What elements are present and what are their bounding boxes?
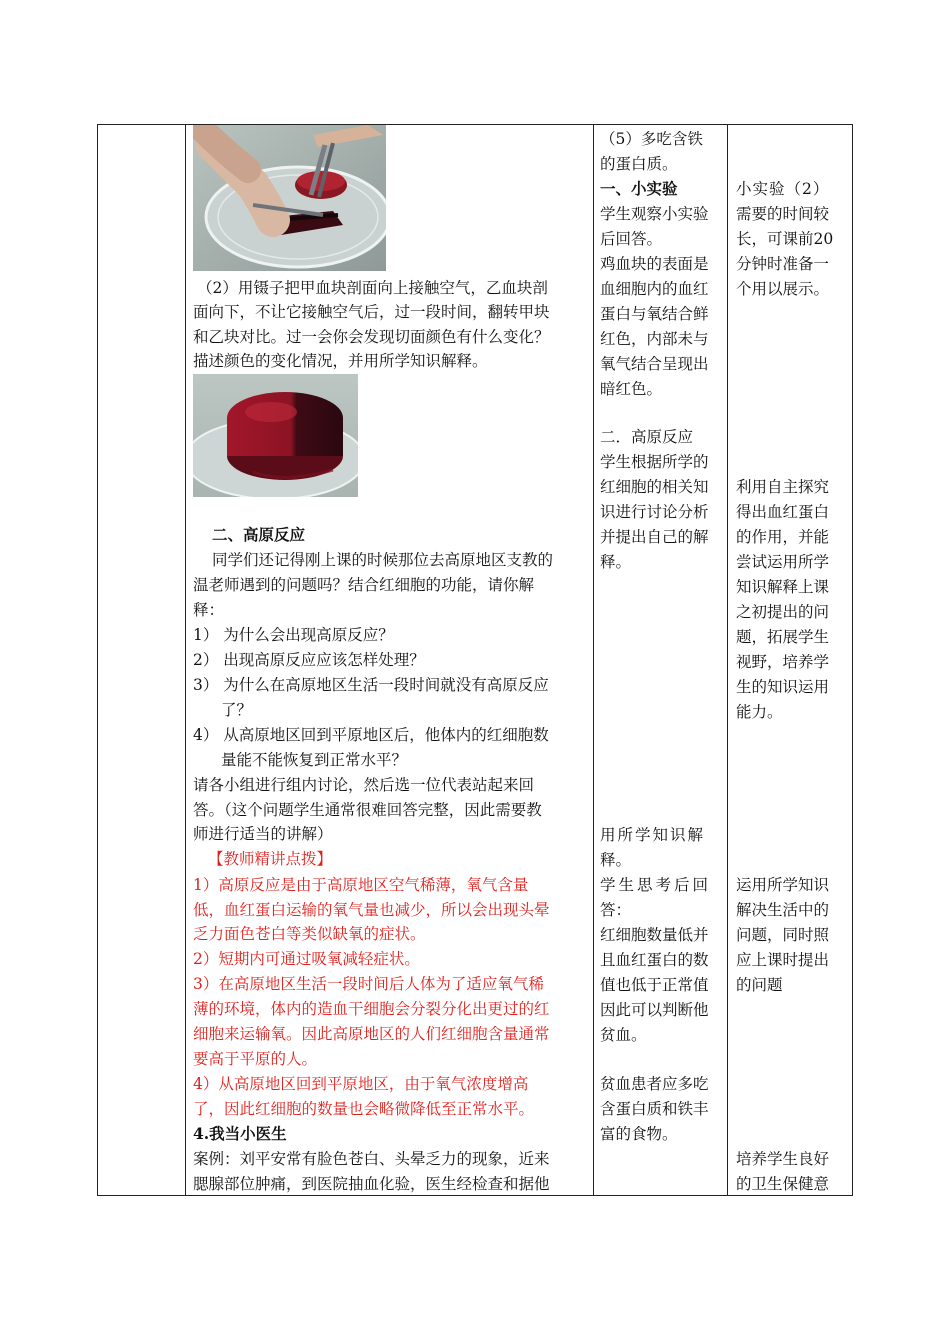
col4-note-line: 题，拓展学生 [736, 628, 830, 646]
answer-line: 薄的环境，体内的造血干细胞会分裂分化出更过的红 [193, 1000, 550, 1018]
col4-note-line: 培养学生良好 [736, 1150, 830, 1168]
col4-note-line: 生的知识运用 [736, 678, 830, 696]
col4-note-line: 视野，培养学 [736, 653, 830, 671]
col4-note-line: 之初提出的问 [736, 603, 830, 621]
col3-altitude-line: 二．高原反应 [600, 428, 694, 446]
col3-apply-line: 释。 [600, 851, 632, 869]
col3-experiment-heading: 一、小实验 [600, 179, 678, 198]
col3-top-line: （5）多吃含铁 [600, 130, 703, 148]
experiment2-line: 描述颜色的变化情况，并用所学知识解释。 [193, 352, 488, 370]
col3-experiment-line: 红色，内部未与 [600, 330, 709, 348]
col4-note-line: 知识解释上课 [736, 578, 830, 596]
experiment-photo-clot-image [193, 374, 358, 497]
discussion-line: 答。（这个问题学生通常很难回答完整，因此需要教 [193, 801, 542, 819]
col4-note-line: 的卫生保健意 [736, 1175, 830, 1193]
answer-line: 要高于平原的人。 [193, 1050, 318, 1068]
col4-note-line: 长，可课前20 [736, 230, 834, 248]
table-col-border-4 [727, 124, 728, 1196]
col4-note-line: 分钟时准备一 [736, 255, 830, 273]
col4-note-line: 小实验（2） [736, 180, 830, 198]
col4-note-line: 利用自主探究 [736, 478, 830, 496]
col4-note-line: 得出血红蛋白 [736, 503, 830, 521]
col3-altitude-line: 释。 [600, 553, 632, 571]
experiment-photo-cutting-image [193, 125, 386, 271]
col4-note-line: 需要的时间较 [736, 205, 830, 223]
answer-line: 3）在高原地区生活一段时间后人体为了适应氧气稀 [193, 975, 544, 993]
col4-note-line: 解决生活中的 [736, 901, 830, 919]
col3-anemia-line: 富的食物。 [600, 1125, 678, 1143]
col3-think-line: 值也低于正常值 [600, 976, 709, 994]
table-col-border-3 [593, 124, 594, 1196]
teacher-explain-heading: 【教师精讲点拨】 [208, 850, 333, 868]
section-heading-doctor: 4.我当小医生 [193, 1124, 287, 1143]
question-2: 2） 出现高原反应应该怎样处理？ [193, 651, 425, 669]
question-3: 3） 为什么在高原地区生活一段时间就没有高原反应 [193, 676, 549, 694]
col3-top-line: 的蛋白质。 [600, 155, 678, 173]
col3-think-line: 学生思考后回 [600, 876, 712, 894]
col4-note-line: 个用以展示。 [736, 280, 830, 298]
col3-altitude-line: 红细胞的相关知 [600, 478, 709, 496]
experiment2-line: 面向下，不让它接触空气后，过一段时间，翻转甲块 [193, 303, 550, 321]
col3-altitude-line: 识进行讨论分析 [600, 503, 709, 521]
col3-experiment-line: 血细胞内的血红 [600, 280, 709, 298]
answer-line: 4）从高原地区回到平原地区，由于氧气浓度增高 [193, 1075, 529, 1093]
col3-think-line: 且血红蛋白的数 [600, 951, 709, 969]
col3-anemia-line: 贫血患者应多吃 [600, 1075, 709, 1093]
experiment-photo-clot [193, 374, 358, 497]
col3-apply-line: 用所学知识解 [600, 826, 706, 844]
experiment2-line: 和乙块对比。过一会你会发现切面颜色有什么变化？ [193, 328, 550, 346]
intro-line: 温老师遇到的问题吗？结合红细胞的功能，请你解 [193, 576, 535, 594]
col3-think-line: 红细胞数量低并 [600, 926, 709, 944]
col3-experiment-line: 暗红色。 [600, 380, 663, 398]
col3-altitude-line: 并提出自己的解 [600, 528, 709, 546]
intro-line: 同学们还记得刚上课的时候那位去高原地区支教的 [212, 551, 554, 569]
col3-think-line: 贫血。 [600, 1026, 647, 1044]
col3-anemia-line: 含蛋白质和铁丰 [600, 1100, 709, 1118]
answer-line: 2）短期内可通过吸氧减轻症状。 [193, 950, 420, 968]
col3-experiment-line: 学生观察小实验 [600, 205, 709, 223]
answer-line: 低，血红蛋白运输的氧气量也减少，所以会出现头晕 [193, 901, 550, 919]
experiment2-line: （2）用镊子把甲血块剖面向上接触空气，乙血块剖 [197, 279, 548, 297]
answer-line: 1）高原反应是由于高原地区空气稀薄，氧气含量 [193, 876, 529, 894]
discussion-line: 请各小组进行组内讨论，然后选一位代表站起来回 [193, 776, 535, 794]
question-4: 4） 从高原地区回到平原地区后，他体内的红细胞数 [193, 726, 549, 744]
table-col-border-1 [97, 124, 98, 1196]
question-4-cont: 量能不能恢复到正常水平？ [221, 751, 408, 769]
col4-note-line: 的作用，并能 [736, 528, 830, 546]
col3-think-line: 答： [600, 901, 632, 919]
col4-note-line: 问题，同时照 [736, 926, 830, 944]
discussion-line: 师进行适当的讲解） [193, 825, 333, 843]
col3-altitude-line: 学生根据所学的 [600, 453, 709, 471]
col4-note-line: 运用所学知识 [736, 876, 830, 894]
experiment-photo-cutting [193, 125, 386, 271]
question-1: 1） 为什么会出现高原反应？ [193, 626, 394, 644]
col3-experiment-line: 后回答。 [600, 230, 663, 248]
case-line: 案例：刘平安常有脸色苍白、头晕乏力的现象，近来 [193, 1150, 550, 1168]
col4-note-line: 的问题 [736, 976, 783, 994]
table-col-border-2 [185, 124, 186, 1196]
col3-experiment-line: 氧气结合呈现出 [600, 355, 709, 373]
col3-experiment-line: 蛋白与氧结合鲜 [600, 305, 709, 323]
col3-experiment-line: 鸡血块的表面是 [600, 255, 709, 273]
answer-line: 细胞来运输氧。因此高原地区的人们红细胞含量通常 [193, 1025, 550, 1043]
intro-line: 释： [193, 601, 225, 619]
col3-think-line: 因此可以判断他 [600, 1001, 709, 1019]
col4-note-line: 尝试运用所学 [736, 553, 830, 571]
table-col-border-5 [852, 124, 853, 1196]
answer-line: 了，因此红细胞的数量也会略微降低至正常水平。 [193, 1100, 535, 1118]
question-3-cont: 了？ [221, 701, 253, 719]
col4-note-line: 应上课时提出 [736, 951, 830, 969]
col4-note-line: 能力。 [736, 703, 783, 721]
answer-line: 乏力面色苍白等类似缺氧的症状。 [193, 925, 426, 943]
section-heading-altitude: 二、高原反应 [212, 525, 306, 544]
case-line: 腮腺部位肿痛，到医院抽血化验，医生经检查和据他 [193, 1175, 550, 1193]
